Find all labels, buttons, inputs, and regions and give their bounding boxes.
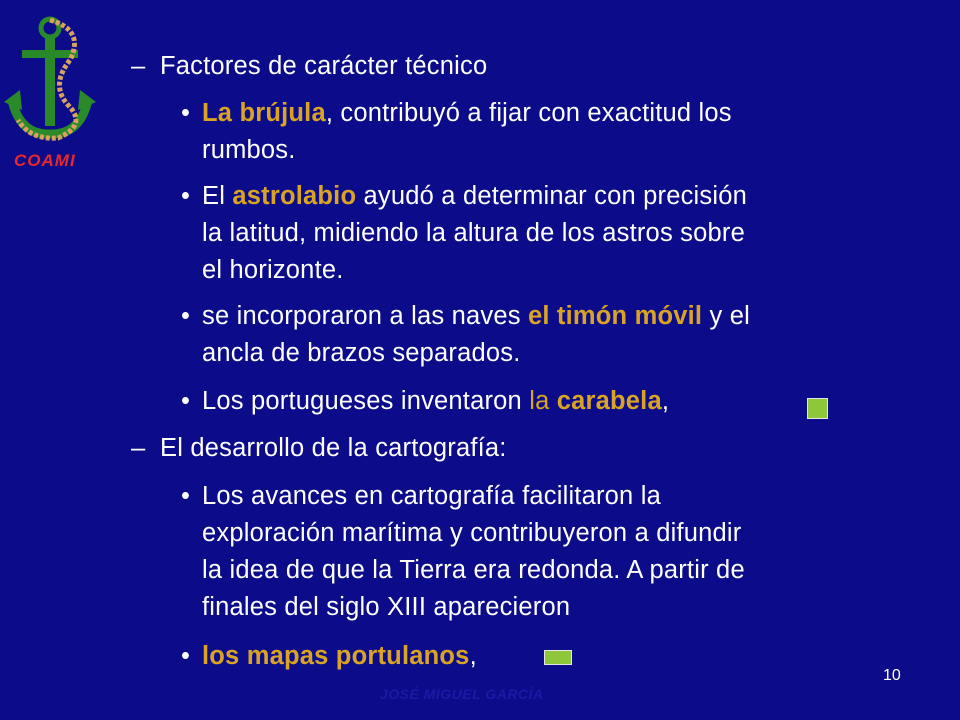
bullet-cartography-line3: la idea de que la Tierra era redonda. A partir de: [202, 556, 745, 584]
bullet-marker: •: [181, 302, 191, 330]
bullet-rudder-line2: ancla de brazos separados.: [202, 339, 521, 367]
bullet-text-pre: se incorporaron a las naves: [202, 302, 528, 330]
bullet-text: [202, 180, 747, 212]
bullet-text: [202, 300, 750, 332]
subheading-text: Factores de carácter técnico: [160, 52, 488, 80]
portolan-link-button[interactable]: [544, 650, 572, 665]
bullet-text: [202, 385, 669, 417]
bullet-astrolabe-line2: la latitud, midiendo la altura de los astros sobre: [202, 219, 745, 247]
bullet-text: [202, 97, 732, 129]
highlight-compass: La brújula: [202, 99, 326, 127]
bullet-astrolabe-line3: el horizonte.: [202, 256, 344, 284]
bullet-marker: •: [181, 642, 191, 670]
bullet-text-rest: , contribuyó a fijar con exactitud los: [325, 99, 732, 127]
bullet-text-pre: El: [202, 182, 233, 210]
bullet-text-rest: ayudó a determinar con precisión: [356, 182, 747, 210]
bullet-marker: •: [181, 387, 191, 415]
highlight-astrolabe: astrolabio: [232, 182, 357, 210]
highlight-caravel: carabela: [556, 387, 662, 415]
bullet-marker: •: [181, 182, 191, 210]
footer-author: JOSÉ MIGUEL GARCÍA: [380, 686, 544, 702]
highlight-portolan: los mapas portulanos: [202, 642, 470, 670]
bullet-text-rest: ,: [469, 642, 477, 670]
bullet-cartography-line2: exploración marítima y contribuyeron a difundir: [202, 519, 742, 547]
page-number: 10: [883, 667, 901, 684]
bullet-compass-cont: rumbos.: [202, 136, 296, 164]
subheading-text: El desarrollo de la cartografía:: [160, 434, 507, 462]
dash-marker: –: [131, 434, 146, 462]
highlight-article: la: [529, 387, 557, 415]
bullet-cartography-line4: finales del siglo XIII aparecieron: [202, 593, 571, 621]
bullet-text-rest: y el: [702, 302, 750, 330]
bullet-text: [202, 640, 477, 672]
bullet-text-rest: ,: [661, 387, 670, 415]
dash-marker: –: [131, 52, 146, 80]
logo-text: COAMI: [14, 151, 76, 170]
highlight-rudder: el timón móvil: [527, 302, 703, 330]
bullet-marker: •: [181, 482, 191, 510]
caravel-link-button[interactable]: [807, 398, 828, 419]
bullet-text: Los avances en cartografía facilitaron la: [202, 482, 661, 510]
bullet-text-pre: Los portugueses inventaron: [202, 387, 530, 415]
bullet-marker: •: [181, 99, 191, 127]
